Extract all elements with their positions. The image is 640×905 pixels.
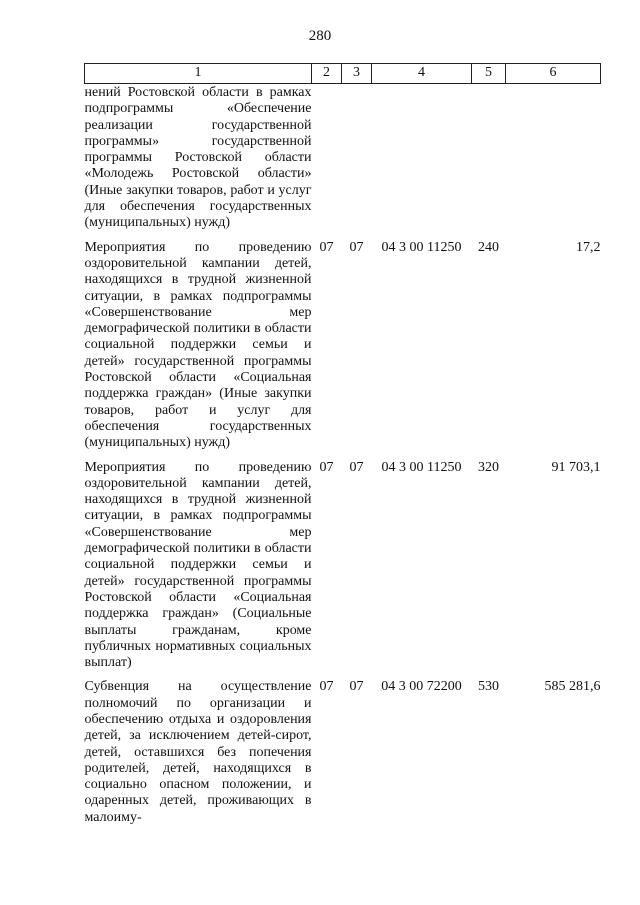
row-subsection-code: 07 [349,239,364,255]
row-subsection-code [342,84,372,240]
column-header-6: 6 [506,64,601,84]
row-description: Мероприятия по проведению оздоровительной кампании детей, находящихся в трудной жизненной ситуации, в рамках подпрограммы «Совершенствование мер демографической политики в области социальной поддержки семьи и детей» государственной программы Ростовской области «Социальная поддержка граждан» (Социальные выплаты гражданам, кроме публичных нормативных социальных выплат) [84,459,312,671]
row-amount [506,84,601,240]
column-header-4: 4 [372,64,472,84]
row-amount: 585 281,6 [544,679,601,695]
table-row [85,84,601,240]
row-expense-type: 530 [478,679,499,695]
row-section-code: 07 [319,239,334,255]
row-target-article: 04 3 00 11250 [381,239,462,255]
column-header-2: 2 [312,64,342,84]
table-row [85,240,601,460]
row-section-code [312,84,342,240]
page-number: 280 [308,28,332,44]
column-header-1: 1 [85,64,312,84]
row-description: Мероприятия по проведению оздоровительной кампании детей, находящихся в трудной жизненной ситуации, в рамках подпрограммы «Совершенствование мер демографической политики в области социальной поддержки семьи и детей» государственной программы Ростовской области «Социальная поддержка граждан» (Иные закупки товаров, работ и услуг для обеспечения государственных (муниципальных) нужд) [84,239,312,451]
row-amount: 91 703,1 [551,459,601,475]
budget-table [84,63,601,834]
row-subsection-code: 07 [349,459,364,475]
table-header-row [85,64,601,84]
table-row [85,460,601,680]
column-header-3: 3 [342,64,372,84]
row-expense-type: 320 [478,459,499,475]
row-section-code: 07 [319,679,334,695]
table-row [85,679,601,834]
row-target-article [372,84,472,240]
row-expense-type: 240 [478,239,499,255]
row-section-code: 07 [319,459,334,475]
row-target-article: 04 3 00 72200 [381,679,462,695]
row-description: нений Ростовской области в рамках подпрограммы «Обеспечение реализации государственной программы» государственной программы Ростовской области «Молодежь Ростовской области» (Иные закупки товаров, работ и услуг для обеспечения государственных (муниципальных) нужд) [84,85,312,231]
row-amount: 17,2 [576,239,601,255]
row-description: Субвенция на осуществление полномочий по организации и обеспечению отдыха и оздоровления детей, за исключением детей-сирот, детей, оставшихся без попечения родителей, детей, находящихся в социально опасном положении, и одаренных детей, проживающих в малоиму- [84,679,312,825]
row-target-article: 04 3 00 11250 [381,459,462,475]
row-subsection-code: 07 [349,679,364,695]
column-header-5: 5 [472,64,506,84]
row-expense-type [472,84,506,240]
